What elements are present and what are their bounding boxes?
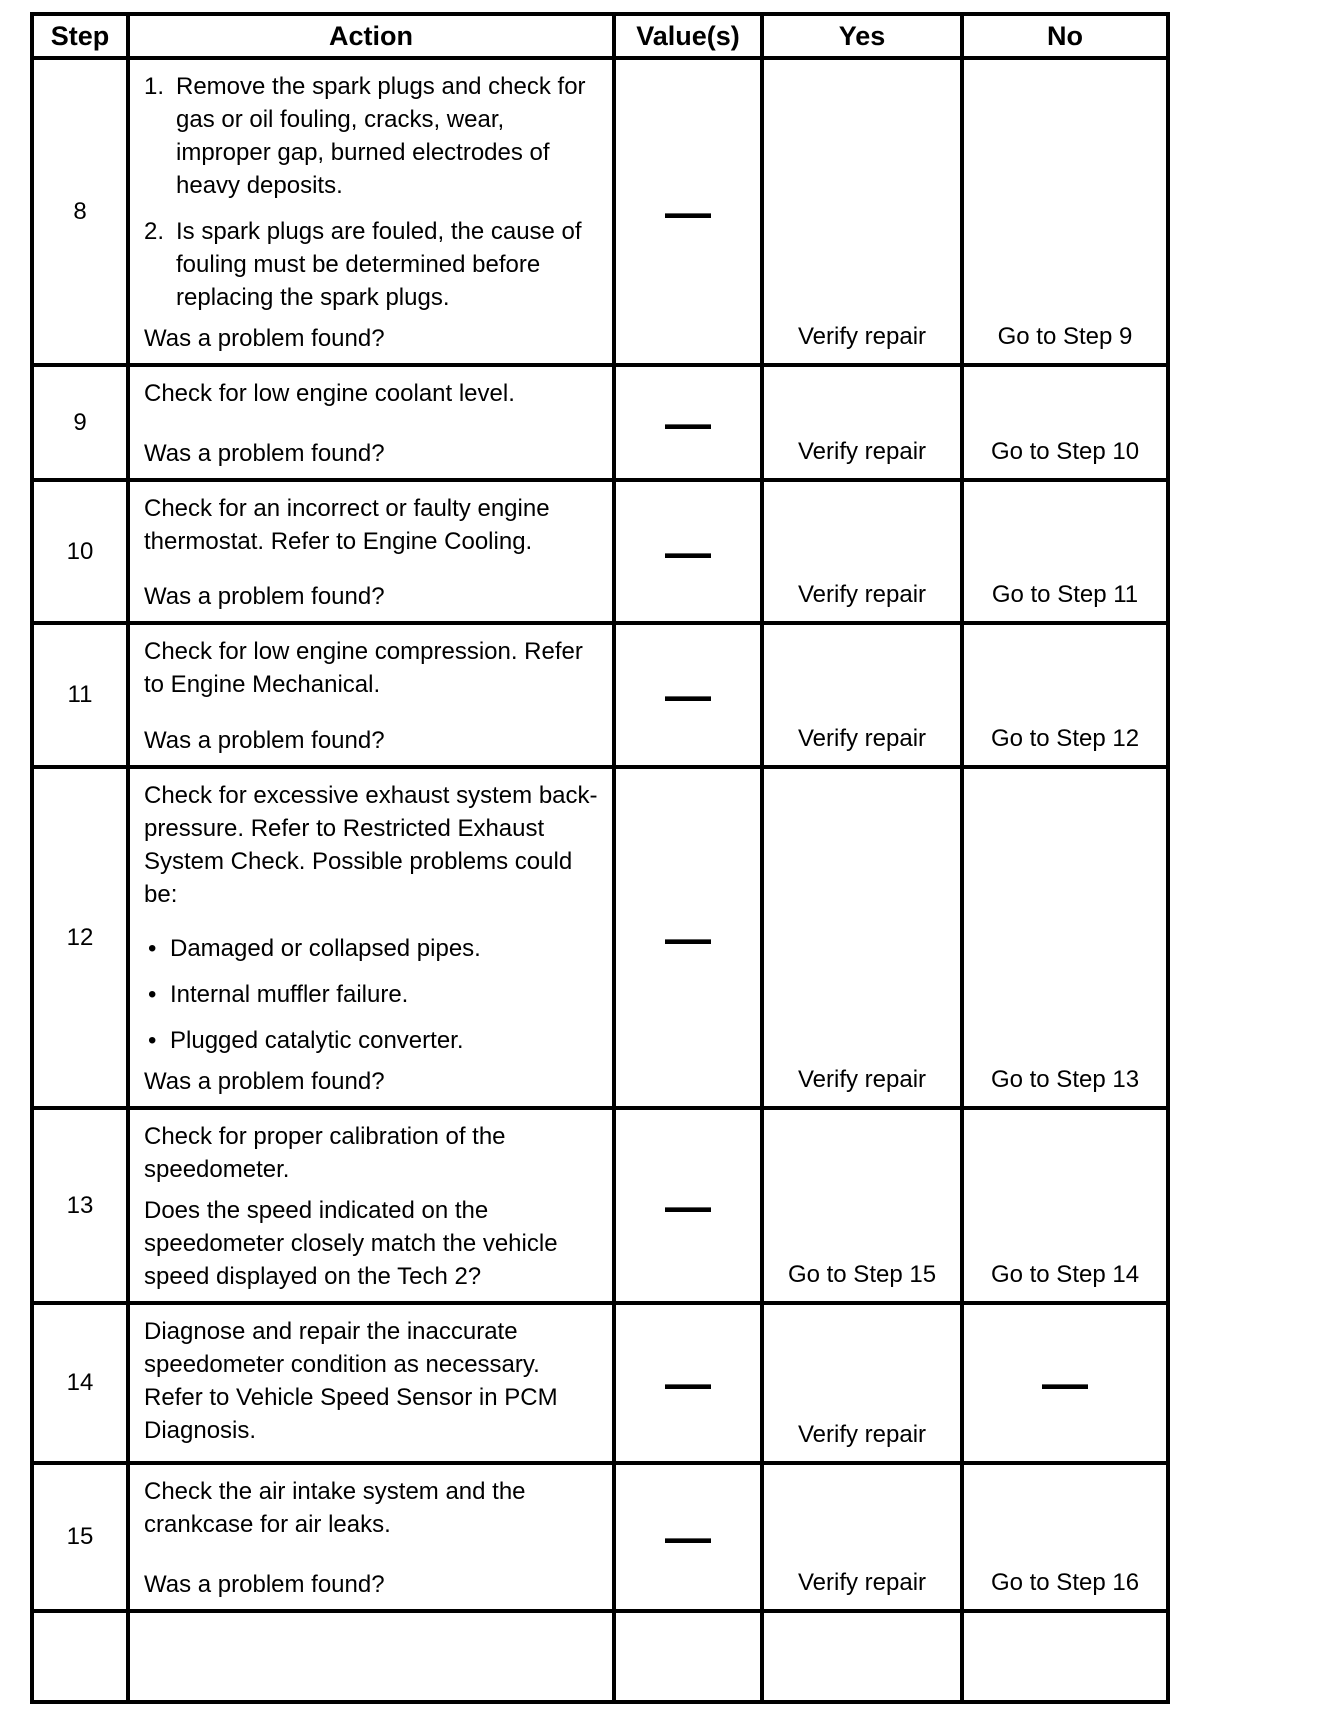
table-row-partial <box>34 1613 1166 1700</box>
bullet-icon: • <box>148 981 157 1008</box>
no-cell <box>964 482 1166 621</box>
value-dash: — <box>665 669 711 721</box>
no-cell <box>964 769 1166 1106</box>
question-text: Does the speed indicated on the speedometer closely match the vehicle speed displayed on the Tech 2? <box>144 1197 558 1290</box>
table-row <box>34 769 1166 1110</box>
question-text: Was a problem found? <box>144 1571 385 1598</box>
yes-text: Verify repair <box>797 1421 927 1448</box>
no-text: Go to Step 16 <box>990 1569 1140 1596</box>
step-number: 11 <box>34 625 130 765</box>
bullet-item <box>144 978 600 1011</box>
action-text: Check the air intake system and the crankcase for air leaks. <box>144 1478 526 1538</box>
action-cell <box>130 367 616 478</box>
yes-cell <box>764 60 964 363</box>
table-row <box>34 1110 1166 1305</box>
action-cell <box>130 769 616 1106</box>
value-cell-empty <box>616 1613 764 1700</box>
no-dash: — <box>1042 1357 1088 1409</box>
step-number: 10 <box>34 482 130 621</box>
action-cell <box>130 60 616 363</box>
value-dash: — <box>665 185 711 238</box>
no-cell-empty <box>964 1613 1166 1700</box>
col-header-no: No <box>1047 20 1083 51</box>
col-header-step: Step <box>34 16 130 56</box>
no-text: Go to Step 14 <box>990 1261 1140 1288</box>
action-text: Check for excessive exhaust system back-pressure. Refer to Restricted Exhaust System Check. Possible problems could be: <box>144 782 598 908</box>
yes-cell <box>764 482 964 621</box>
yes-cell <box>764 1305 964 1461</box>
yes-text: Go to Step 15 <box>787 1261 937 1288</box>
yes-text: Verify repair <box>797 725 927 752</box>
yes-cell <box>764 367 964 478</box>
action-list-item <box>144 215 600 314</box>
step-number: 12 <box>34 769 130 1106</box>
action-text: Remove the spark plugs and check for gas or oil fouling, cracks, wear, improper gap, burned electrodes of heavy deposits. <box>176 73 586 199</box>
yes-cell <box>764 1465 964 1609</box>
value-dash: — <box>665 396 711 449</box>
action-text: Check for proper calibration of the speedometer. <box>144 1123 506 1183</box>
no-text: Go to Step 9 <box>997 323 1133 350</box>
action-text: Check for low engine compression. Refer to Engine Mechanical. <box>144 638 583 698</box>
action-text: Check for low engine coolant level. <box>144 380 515 407</box>
yes-text: Verify repair <box>797 581 927 608</box>
no-text: Go to Step 11 <box>991 581 1139 608</box>
bullet-text: Internal muffler failure. <box>170 981 409 1008</box>
yes-cell <box>764 1110 964 1301</box>
question-text: Was a problem found? <box>144 440 385 467</box>
bullet-item <box>144 1024 600 1057</box>
action-cell-empty <box>130 1613 616 1700</box>
value-cell <box>616 1305 764 1461</box>
no-cell <box>964 1110 1166 1301</box>
value-cell <box>616 60 764 363</box>
step-number: 9 <box>34 367 130 478</box>
action-text: Check for an incorrect or faulty engine thermostat. Refer to Engine Cooling. <box>144 495 550 555</box>
action-text: Diagnose and repair the inaccurate speedometer condition as necessary. Refer to Vehicle Speed Sensor in PCM Diagnosis. <box>144 1318 558 1444</box>
question-text: Was a problem found? <box>144 727 385 754</box>
yes-cell <box>764 625 964 765</box>
action-cell <box>130 1465 616 1609</box>
diagnostic-table <box>30 12 1170 1704</box>
no-text: Go to Step 13 <box>990 1066 1140 1093</box>
value-dash: — <box>665 525 711 578</box>
table-header-row <box>34 16 1166 60</box>
table-row <box>34 60 1166 367</box>
col-header-values: Value(s) <box>616 16 764 56</box>
no-cell <box>964 60 1166 363</box>
table-row <box>34 482 1166 625</box>
bullet-item <box>144 932 600 965</box>
value-cell <box>616 482 764 621</box>
yes-text: Verify repair <box>797 438 927 465</box>
yes-text: Verify repair <box>797 1569 927 1596</box>
step-number: 14 <box>34 1305 130 1461</box>
table-row <box>34 367 1166 482</box>
no-cell <box>964 1305 1166 1461</box>
value-dash: — <box>665 911 711 964</box>
yes-text: Verify repair <box>797 1066 927 1093</box>
step-number: 8 <box>34 60 130 363</box>
table-row <box>34 1305 1166 1465</box>
action-cell <box>130 625 616 765</box>
bullet-icon: • <box>148 935 157 962</box>
yes-text: Verify repair <box>797 323 927 350</box>
question-text: Was a problem found? <box>144 325 385 352</box>
value-cell <box>616 1465 764 1609</box>
question-text: Was a problem found? <box>144 1068 385 1095</box>
question-text: Was a problem found? <box>144 583 385 610</box>
action-cell <box>130 1305 616 1461</box>
bullet-icon: • <box>148 1027 157 1054</box>
action-list-item <box>144 70 600 202</box>
no-text: Go to Step 12 <box>990 725 1140 752</box>
step-number: 15 <box>34 1465 130 1609</box>
value-dash: — <box>665 1357 711 1409</box>
yes-cell <box>764 769 964 1106</box>
bullet-text: Damaged or collapsed pipes. <box>170 935 481 962</box>
action-cell <box>130 482 616 621</box>
no-text: Go to Step 10 <box>990 438 1140 465</box>
list-number: 2. <box>144 218 165 245</box>
no-cell <box>964 625 1166 765</box>
table-row <box>34 1465 1166 1613</box>
value-dash: — <box>665 1511 711 1563</box>
value-cell <box>616 367 764 478</box>
table-row <box>34 625 1166 769</box>
action-cell <box>130 1110 616 1301</box>
step-number: 13 <box>34 1110 130 1301</box>
value-cell <box>616 769 764 1106</box>
list-number: 1. <box>144 73 165 100</box>
no-cell <box>964 367 1166 478</box>
yes-cell-empty <box>764 1613 964 1700</box>
col-header-yes: Yes <box>764 16 964 56</box>
bullet-text: Plugged catalytic converter. <box>170 1027 464 1054</box>
col-header-action: Action <box>130 16 616 56</box>
value-cell <box>616 1110 764 1301</box>
value-cell <box>616 625 764 765</box>
step-cell-empty <box>34 1613 130 1700</box>
value-dash: — <box>665 1179 711 1232</box>
no-cell <box>964 1465 1166 1609</box>
action-text: Is spark plugs are fouled, the cause of fouling must be determined before replacing the spark plugs. <box>176 218 582 311</box>
bullet-list <box>144 919 600 1057</box>
